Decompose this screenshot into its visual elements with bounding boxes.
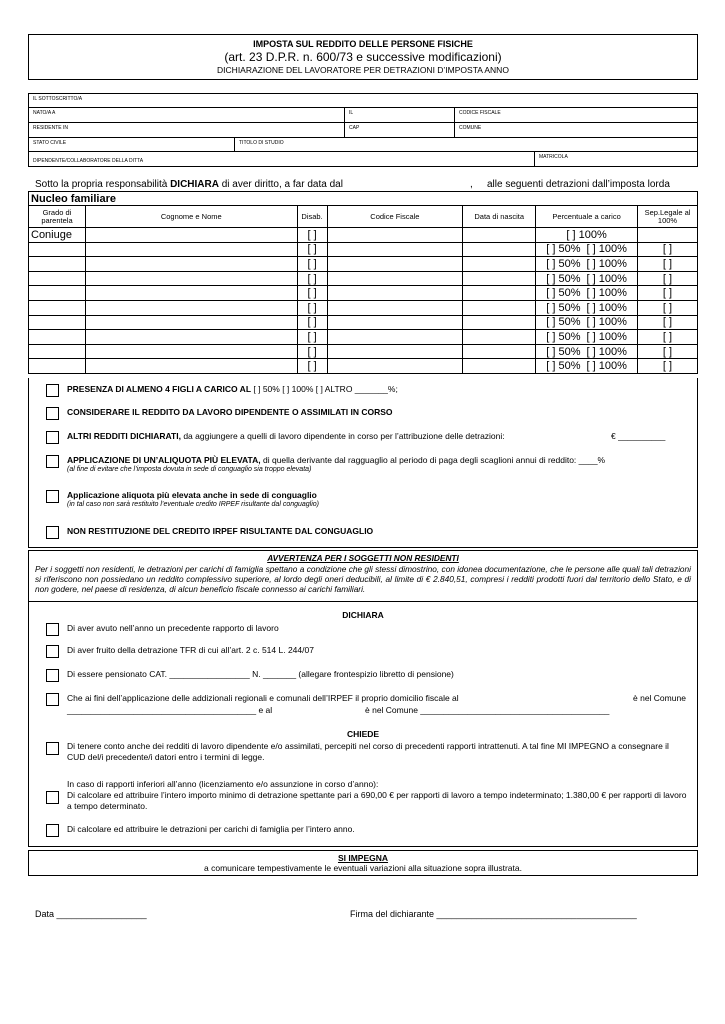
form-title: IMPOSTA SUL REDDITO DELLE PERSONE FISICHE xyxy=(253,39,473,49)
family-grado-cell[interactable] xyxy=(29,344,86,359)
option-aliquota-sub: (al fine di evitare che l’imposta dovuta in sede di conguaglio sia troppo elevata) xyxy=(67,466,312,473)
option-reddito-label: CONSIDERARE IL REDDITO DA LAVORO DIPENDENTE O ASSIMILATI IN CORSO xyxy=(67,407,393,417)
family-cf-cell[interactable] xyxy=(327,286,463,301)
option-figli-checkbox[interactable] xyxy=(46,384,59,397)
family-name-cell[interactable] xyxy=(85,271,297,286)
family-row xyxy=(29,344,698,359)
family-sep[interactable]: [ ] xyxy=(638,242,698,257)
option-altri-bold: ALTRI REDDITI DICHIARATI, xyxy=(67,431,181,441)
family-row xyxy=(29,300,698,315)
family-name-cell[interactable] xyxy=(85,286,297,301)
family-row xyxy=(29,359,698,374)
pct-50-option[interactable]: [ ] 50% xyxy=(546,345,581,358)
sottoscritto-field[interactable] xyxy=(29,94,697,107)
dipendente-label: DIPENDENTE/COLLABORATORE DELLA DITTA xyxy=(33,158,144,164)
options-section xyxy=(28,378,698,548)
dichiara-item-4-checkbox[interactable] xyxy=(46,693,59,706)
dichiara-item-4-c[interactable]: ________________________________________ e al xyxy=(67,705,273,715)
chiede-item-1-text: Di tenere conto anche dei redditi di lavoro dipendente e/o assimilati, percepiti nel corso di precedenti rapporti intrattenuti. A tal fine MI IMPEGNO a consegnare il CUD del/i precedente/i datori entro i termini di legge. xyxy=(67,741,669,762)
family-row xyxy=(29,286,698,301)
declaration-dichiara: DICHIARA xyxy=(170,179,219,190)
pct-50-option[interactable]: [ ] 50% xyxy=(546,330,581,343)
spouse-dob-cell[interactable] xyxy=(463,228,536,243)
family-table xyxy=(28,191,698,374)
dipendente-field[interactable] xyxy=(29,152,534,167)
family-dob-cell[interactable] xyxy=(463,242,536,257)
pct-100-option[interactable]: [ ] 100% xyxy=(586,345,627,358)
family-sep[interactable]: [ ] xyxy=(638,286,698,301)
option-non-restituzione-label: NON RESTITUZIONE DEL CREDITO IRPEF RISULTANTE DAL CONGUAGLIO xyxy=(67,526,374,536)
chiede-item-2-checkbox[interactable] xyxy=(46,791,59,804)
spouse-disab[interactable]: [ ] xyxy=(297,228,327,243)
family-pct[interactable] xyxy=(536,315,638,330)
avvertenza-title: AVVERTENZA PER I SOGGETTI NON RESIDENTI xyxy=(267,553,459,563)
family-row xyxy=(29,257,698,272)
il-label: IL xyxy=(349,110,354,116)
impegna-section xyxy=(28,850,698,876)
firma-field[interactable]: Firma del dichiarante ________________________________________ xyxy=(350,909,637,919)
family-title-row xyxy=(29,192,698,206)
family-row xyxy=(29,242,698,257)
impegna-body: a comunicare tempestivamente le eventuali variazioni alla situazione sopra illustrata. xyxy=(204,863,522,873)
stato-civile-field[interactable] xyxy=(29,138,234,151)
residente-label: RESIDENTE IN xyxy=(33,125,69,131)
declaration-pre: Sotto la propria responsabilità xyxy=(35,179,171,190)
pct-100-option[interactable]: [ ] 100% xyxy=(586,287,627,300)
family-sep[interactable]: [ ] xyxy=(638,271,698,286)
spouse-pct[interactable]: [ ] 100% xyxy=(536,228,638,243)
spouse-label: Coniuge xyxy=(29,228,86,243)
pct-50-option[interactable]: [ ] 50% xyxy=(546,301,581,314)
family-cf-cell[interactable] xyxy=(327,315,463,330)
codice-fiscale-field[interactable] xyxy=(454,108,699,122)
family-disab[interactable]: [ ] xyxy=(297,344,327,359)
dichiara-item-4-a: Che ai fini dell’applicazione delle addizionali regionali e comunali dell’IRPEF il proprio domicilio fiscale al xyxy=(67,693,459,703)
family-disab[interactable]: [ ] xyxy=(297,257,327,272)
family-pct[interactable] xyxy=(536,242,638,257)
dichiara-item-2-checkbox[interactable] xyxy=(46,645,59,658)
info-row-residence xyxy=(29,123,697,138)
chiede-item-3-text: Di calcolare ed attribuire le detrazioni per carichi di famiglia per l’intero anno. xyxy=(67,824,355,834)
family-name-cell[interactable] xyxy=(85,315,297,330)
family-pct[interactable] xyxy=(536,257,638,272)
pct-100-option[interactable]: [ ] 100% xyxy=(586,243,627,256)
pct-100-option[interactable]: [ ] 100% xyxy=(586,257,627,270)
family-name-cell[interactable] xyxy=(85,300,297,315)
family-sep[interactable]: [ ] xyxy=(638,315,698,330)
family-sep[interactable]: [ ] xyxy=(638,359,698,374)
residente-field[interactable] xyxy=(29,123,344,137)
spouse-cf-cell[interactable] xyxy=(327,228,463,243)
family-title: Nucleo familiare xyxy=(29,192,698,206)
family-disab[interactable]: [ ] xyxy=(297,315,327,330)
family-dob-cell[interactable] xyxy=(463,344,536,359)
dichiara-item-3-checkbox[interactable] xyxy=(46,669,59,682)
family-cf-cell[interactable] xyxy=(327,330,463,345)
family-sep[interactable]: [ ] xyxy=(638,344,698,359)
family-sep[interactable]: [ ] xyxy=(638,300,698,315)
comune-label: COMUNE xyxy=(459,125,482,131)
pct-50-option[interactable]: [ ] 50% xyxy=(546,316,581,329)
family-dob-cell[interactable] xyxy=(463,359,536,374)
pct-100-option[interactable]: [ ] 100% xyxy=(586,301,627,314)
titolo-studio-field[interactable] xyxy=(234,138,699,151)
family-disab[interactable]: [ ] xyxy=(297,359,327,374)
family-name-cell[interactable] xyxy=(85,242,297,257)
stato-civile-label: STATO CIVILE xyxy=(33,140,67,146)
col-codice-fiscale: Codice Fiscale xyxy=(327,206,463,228)
chiede-item-2-text: Di calcolare ed attribuire l’intero importo minimo di detrazione spettante pari a 690,00 € per rapporti di lavoro a tempo indeterminato; 1.380,00 € per rapporti di lavoro a tempo determinato. xyxy=(67,790,687,811)
dichiara-section xyxy=(28,602,698,847)
cap-field[interactable] xyxy=(344,123,454,137)
info-row-name xyxy=(29,94,697,108)
option-conguaglio-sub: (in tal caso non sarà restituito l’eventuale credito IRPEF risultante dal conguaglio) xyxy=(67,501,320,508)
pct-50-option[interactable]: [ ] 50% xyxy=(546,360,581,373)
family-cf-cell[interactable] xyxy=(327,242,463,257)
dichiara-title: DICHIARA xyxy=(342,610,384,620)
dichiara-item-4-b: è nel Comune xyxy=(633,693,686,703)
family-grado-cell[interactable] xyxy=(29,271,86,286)
dichiara-item-1-text: Di aver avuto nell’anno un precedente rapporto di lavoro xyxy=(67,623,279,633)
family-row xyxy=(29,315,698,330)
col-disab: Disab. xyxy=(297,206,327,228)
family-disab[interactable]: [ ] xyxy=(297,300,327,315)
family-cf-cell[interactable] xyxy=(327,359,463,374)
spouse-sep-cell xyxy=(638,228,698,243)
family-grado-cell[interactable] xyxy=(29,300,86,315)
pct-100-option[interactable]: [ ] 100% xyxy=(586,272,627,285)
dichiara-item-4-d[interactable]: è nel Comune ________________________________________ xyxy=(365,705,610,715)
chiede-item-1-checkbox[interactable] xyxy=(46,742,59,755)
avvertenza-section xyxy=(28,550,698,602)
matricola-label: MATRICOLA xyxy=(539,154,568,160)
family-row-spouse xyxy=(29,228,698,243)
chiede-item-3-checkbox[interactable] xyxy=(46,824,59,837)
col-percentuale: Percentuale a carico xyxy=(536,206,638,228)
family-disab[interactable]: [ ] xyxy=(297,286,327,301)
family-dob-cell[interactable] xyxy=(463,330,536,345)
family-sep[interactable]: [ ] xyxy=(638,257,698,272)
option-altri-redditi-checkbox[interactable] xyxy=(46,431,59,444)
col-grado: Grado di parentela xyxy=(29,206,86,228)
family-name-cell[interactable] xyxy=(85,344,297,359)
option-conguaglio-label: Applicazione aliquota più elevata anche in sede di conguaglio xyxy=(67,490,317,500)
dichiara-item-1-checkbox[interactable] xyxy=(46,623,59,636)
family-dob-cell[interactable] xyxy=(463,271,536,286)
option-aliquota-rest: di quella derivante dal ragguaglio al periodo di paga degli scaglioni annui di reddito: ____% xyxy=(260,455,606,465)
family-grado-cell[interactable] xyxy=(29,315,86,330)
chiede-title: CHIEDE xyxy=(346,729,380,739)
option-aliquota-bold: APPLICAZIONE DI UN’ALIQUOTA PIÙ ELEVATA, xyxy=(67,455,261,465)
declaration-mid: di aver diritto, a far data dal xyxy=(218,179,343,190)
codice-fiscale-label: CODICE FISCALE xyxy=(459,110,501,116)
family-grado-cell[interactable] xyxy=(29,257,86,272)
family-pct[interactable] xyxy=(536,286,638,301)
family-cf-cell[interactable] xyxy=(327,344,463,359)
family-name-cell[interactable] xyxy=(85,257,297,272)
cap-label: CAP xyxy=(349,125,360,131)
nato-field[interactable] xyxy=(29,108,344,122)
pct-100-option[interactable]: [ ] 100% xyxy=(586,316,627,329)
sottoscritto-label: IL SOTTOSCRITTO/A xyxy=(33,96,83,102)
option-aliquota-checkbox[interactable] xyxy=(46,455,59,468)
dichiara-item-2-text: Di aver fruito della detrazione TFR di cui all’art. 2 c. 514 L. 244/07 xyxy=(67,645,314,655)
family-pct[interactable] xyxy=(536,300,638,315)
declaration-line xyxy=(35,179,670,190)
comune-field[interactable] xyxy=(454,123,699,137)
pct-50-option[interactable]: [ ] 50% xyxy=(546,287,581,300)
family-cf-cell[interactable] xyxy=(327,257,463,272)
family-cf-cell[interactable] xyxy=(327,271,463,286)
matricola-field[interactable] xyxy=(534,152,699,167)
family-pct[interactable] xyxy=(536,359,638,374)
form-subtitle: (art. 23 D.P.R. n. 600/73 e successive modificazioni) xyxy=(224,50,502,64)
declaration-comma: , xyxy=(470,179,473,190)
family-name-cell[interactable] xyxy=(85,359,297,374)
family-header-row xyxy=(29,206,698,228)
option-figli-rest: [ ] 50% [ ] 100% [ ] ALTRO _______%; xyxy=(251,384,398,394)
family-row xyxy=(29,330,698,345)
form-header xyxy=(28,34,698,80)
pct-50-option[interactable]: [ ] 50% xyxy=(546,272,581,285)
pct-50-option[interactable]: [ ] 50% xyxy=(546,257,581,270)
family-grado-cell[interactable] xyxy=(29,286,86,301)
personal-info-section xyxy=(28,93,698,167)
family-name-cell[interactable] xyxy=(85,330,297,345)
option-altri-amount[interactable]: € __________ xyxy=(611,431,666,441)
spouse-name-cell[interactable] xyxy=(85,228,297,243)
family-sep[interactable]: [ ] xyxy=(638,330,698,345)
family-pct[interactable] xyxy=(536,271,638,286)
option-reddito-checkbox[interactable] xyxy=(46,407,59,420)
dichiara-item-3-text: Di essere pensionato CAT. _________________ N. _______ (allegare frontespizio libretto di pensione) xyxy=(67,669,454,679)
family-dob-cell[interactable] xyxy=(463,286,536,301)
family-pct[interactable] xyxy=(536,344,638,359)
declaration-post: alle seguenti detrazioni dall’imposta lorda xyxy=(487,179,670,190)
impegna-title: SI IMPEGNA xyxy=(337,853,389,863)
family-disab[interactable]: [ ] xyxy=(297,242,327,257)
family-row xyxy=(29,271,698,286)
col-nome: Cognome e Nome xyxy=(85,206,297,228)
il-field[interactable] xyxy=(344,108,454,122)
pct-50-option[interactable]: [ ] 50% xyxy=(546,243,581,256)
col-data-nascita: Data di nascita xyxy=(463,206,536,228)
family-grado-cell[interactable] xyxy=(29,359,86,374)
option-non-restituzione-checkbox[interactable] xyxy=(46,526,59,539)
family-dob-cell[interactable] xyxy=(463,300,536,315)
family-dob-cell[interactable] xyxy=(463,257,536,272)
family-grado-cell[interactable] xyxy=(29,242,86,257)
nato-label: NATO/A A xyxy=(33,110,56,116)
family-dob-cell[interactable] xyxy=(463,315,536,330)
family-grado-cell[interactable] xyxy=(29,330,86,345)
family-cf-cell[interactable] xyxy=(327,300,463,315)
col-sep-legale: Sep.Legale al 100% xyxy=(638,206,698,228)
family-disab[interactable]: [ ] xyxy=(297,271,327,286)
option-figli-bold: PRESENZA DI ALMENO 4 FIGLI A CARICO AL xyxy=(67,384,252,394)
family-disab[interactable]: [ ] xyxy=(297,330,327,345)
info-row-employer xyxy=(29,152,697,167)
pct-100-option[interactable]: [ ] 100% xyxy=(586,360,627,373)
option-altri-rest: da aggiungere a quelli di lavoro dipendente in corso per l’attribuzione delle detrazioni: xyxy=(180,431,505,441)
info-row-birth xyxy=(29,108,697,123)
avvertenza-body: Per i soggetti non residenti, le detrazioni per carichi di famiglia spettano a condizione che gli stessi dimostrino, con idonea documentazione, che le persone alle quali tali detrazioni si riferiscono non possiedano un reddito complessivo superiore, al lordo degli oneri deducibili, al limite di € 2.840,51, compresi i redditi prodotti fuori dal territorio dello Stato, e di non godere, nel paese di residenza, di alcun beneficio fiscale connesso ai carichi familiari. xyxy=(35,564,691,594)
data-field[interactable]: Data __________________ xyxy=(35,909,147,919)
pct-100-option[interactable]: [ ] 100% xyxy=(586,330,627,343)
form-heading: DICHIARAZIONE DEL LAVORATORE PER DETRAZIONI D’IMPOSTA ANNO xyxy=(217,65,509,75)
info-row-status xyxy=(29,138,697,152)
option-conguaglio-checkbox[interactable] xyxy=(46,490,59,503)
family-pct[interactable] xyxy=(536,330,638,345)
titolo-studio-label: TITOLO DI STUDIO xyxy=(239,140,284,146)
chiede-item-2-intro: In caso di rapporti inferiori all’anno (licenziamento e/o assunzione in corso d’anno): xyxy=(67,779,379,789)
